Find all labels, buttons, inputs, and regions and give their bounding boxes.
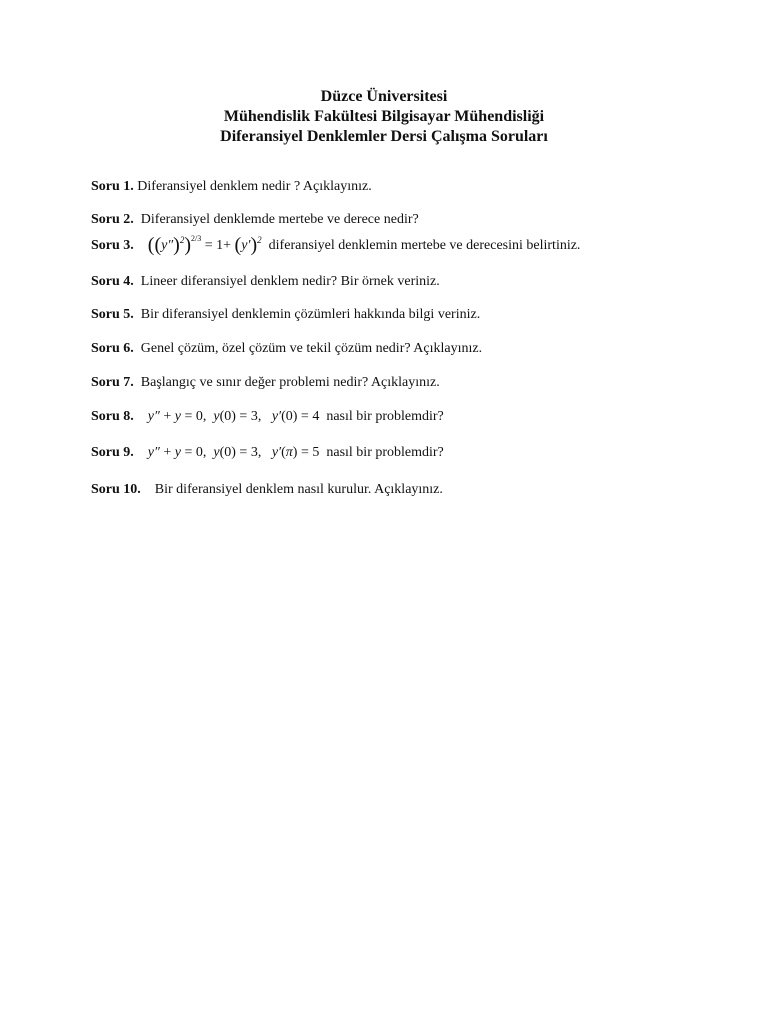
question-1 [91, 178, 372, 196]
question-text: Diferansiyel denklemde mertebe ve derece nedir? [140, 212, 419, 227]
university-name: Düzce Üniversitesi [320, 88, 448, 105]
question-text: diferansiyel denklemin mertebe ve derecesini belirtiniz. [268, 238, 581, 253]
question-label: Soru 10. [91, 482, 141, 497]
question-text: Genel çözüm, özel çözüm ve tekil çözüm nedir? Açıklayınız. [140, 341, 483, 356]
question-text: Diferansiyel denklem nedir ? Açıklayınız. [137, 179, 372, 194]
question-5 [91, 306, 480, 324]
equation: $((y'')^2)^{2/3} = 1+ (y')^2$ [147, 234, 262, 256]
question-text: Lineer diferansiyel denklem nedir? Bir örnek veriniz. [140, 274, 440, 289]
question-label: Soru 4. [91, 274, 134, 289]
question-label: Soru 1. [91, 179, 134, 194]
question-label: Soru 8. [91, 409, 134, 424]
question-text: Bir diferansiyel denklem nasıl kurulur. Açıklayınız. [154, 482, 443, 497]
question-label: Soru 7. [91, 375, 134, 390]
question-4 [91, 273, 440, 291]
question-7 [91, 374, 440, 392]
question-label: Soru 2. [91, 212, 134, 227]
question-label: Soru 9. [91, 445, 134, 460]
document-header [0, 87, 768, 147]
question-label: Soru 6. [91, 341, 134, 356]
question-10 [91, 481, 443, 499]
question-label: Soru 5. [91, 307, 134, 322]
question-9 [91, 444, 444, 462]
document-title: Diferansiyel Denklemler Dersi Çalışma Soruları [220, 128, 548, 145]
question-text: Başlangıç ve sınır değer problemi nedir? Açıklayınız. [140, 375, 440, 390]
question-2 [91, 211, 419, 229]
equation: y″ + y = 0, y(0) = 3, y′(π) = 5 [147, 445, 320, 460]
question-text: Bir diferansiyel denklemin çözümleri hakkında bilgi veriniz. [140, 307, 481, 322]
question-3 [91, 236, 580, 255]
faculty-department: Mühendislik Fakültesi Bilgisayar Mühendisliği [223, 108, 545, 125]
question-label: Soru 3. [91, 238, 134, 253]
question-text: nasıl bir problemdir? [326, 445, 444, 460]
equation: y″ + y = 0, y(0) = 3, y′(0) = 4 [147, 409, 320, 424]
question-8 [91, 408, 444, 426]
question-6 [91, 340, 482, 358]
question-text: nasıl bir problemdir? [326, 409, 444, 424]
